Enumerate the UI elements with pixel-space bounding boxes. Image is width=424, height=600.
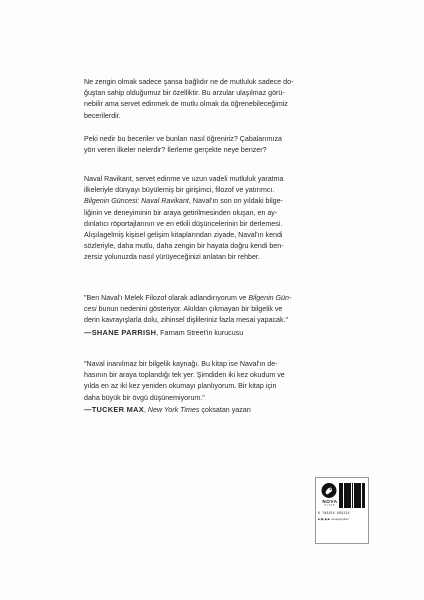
attribution-name: —SHANE PARRISH	[84, 327, 157, 337]
about-line: zersiz yolunuzda nasıl yürüyeceğinizi anlatan bir rehber.	[84, 253, 260, 262]
questions-paragraph	[84, 134, 346, 156]
social-handle: novayayinlari	[330, 517, 349, 521]
nova-logo-icon	[321, 482, 337, 499]
quote-line	[84, 293, 346, 304]
book-title: cesi	[84, 305, 97, 314]
testimonial-tucker-max	[84, 359, 346, 416]
quote-line: daha büyük bir övgü düşünemiyorum."	[84, 393, 205, 402]
testimonial-shane-parrish	[84, 293, 346, 339]
quote-line: derin kavrayışlarla dolu, zihinsel dişlileriniz fazla mesai yapacak."	[84, 316, 288, 325]
barcode-bar	[364, 483, 365, 508]
social-icons: ■ ▣ ◉ ▶	[318, 517, 331, 521]
barcode-icon	[339, 483, 365, 508]
quote-attribution	[84, 404, 346, 416]
questions-line: yön veren ilkeler nelerdir? İlerleme gerçekte neye benzer?	[84, 146, 267, 155]
quote-text: "Ben Naval'ı Melek Filozof olarak adlandırıyorum ve	[84, 294, 249, 302]
about-line: ilkeleriyle dünyayı büyülemiş bir girişimci, filozof ve yatırımcı.	[84, 186, 275, 195]
quote-attribution	[84, 327, 346, 339]
book-title: Bilgenin Gün-	[248, 294, 292, 302]
quote-line: yılda en az iki kez yeniden okumayı planlıyorum. Bir kitap için	[84, 382, 277, 391]
about-line: Naval Ravikant, servet edinme ve uzun vadeli mutluluk yaratma	[84, 175, 284, 183]
attribution-name: —TUCKER MAX	[84, 404, 144, 414]
about-line: sözleriyle, daha mutlu, daha zengin bir hayata doğru kendi ben-	[84, 242, 284, 251]
about-line	[84, 196, 346, 207]
intro-line: ğuştan sahip olduğumuz bir özelliktir. Bu arzular ulaşılmaz görü-	[84, 89, 285, 98]
about-line: liğinin ve deneyiminin bir araya getirilmesinden oluşan, en ay-	[84, 208, 278, 217]
intro-paragraph	[84, 77, 346, 122]
attribution-role: , Farnam Street'in kurucusu	[156, 328, 244, 337]
book-title: Bilgenin Güncesi: Naval Ravikant	[84, 197, 189, 206]
about-line: dınlatıcı röportajlarının ve en etkili düşüncelerinin bir derlemesi.	[84, 219, 283, 228]
quote-text: bunun nedenini gösteriyor. Akıldan çıkmayan bir bilgelik ve	[96, 305, 283, 314]
intro-line: Ne zengin olmak sadece şansa bağlıdır ne de mutluluk sadece do-	[84, 78, 294, 86]
questions-line: Peki nedir bu beceriler ve bunları nasıl öğreniriz? Çabalarımıza	[84, 135, 282, 143]
about-line-rest: , Naval'ın son on yıldaki bilge-	[188, 197, 283, 206]
quote-line	[84, 304, 346, 315]
social-handles	[318, 517, 366, 521]
isbn-number: 9 786254 669224	[318, 511, 350, 515]
intro-line: becerilerdir.	[84, 111, 121, 120]
barcode-box	[315, 477, 369, 544]
about-line: Alışılagelmiş kişisel gelişim kitaplarından ziyade, Naval'ın kendi	[84, 231, 283, 240]
publisher-subtitle: KİTAP	[324, 504, 336, 507]
attribution-publication: New York Times	[147, 405, 200, 414]
quote-line: "Naval inanılmaz bir bilgelik kaynağı. Bu kitap ise Naval'ın de-	[84, 360, 278, 368]
attribution-role: çoksatan yazarı	[199, 405, 252, 414]
publisher-name: NOVA	[322, 499, 338, 504]
attribution-separator: ,	[143, 405, 148, 414]
intro-line: nebilir ama servet edinmek de mutlu olmak da öğrenebileceğimiz	[84, 100, 288, 109]
about-paragraph	[84, 174, 346, 264]
quote-line: hasının bir araya toplandığı tek yer. Şimdiden iki kez okudum ve	[84, 371, 285, 380]
